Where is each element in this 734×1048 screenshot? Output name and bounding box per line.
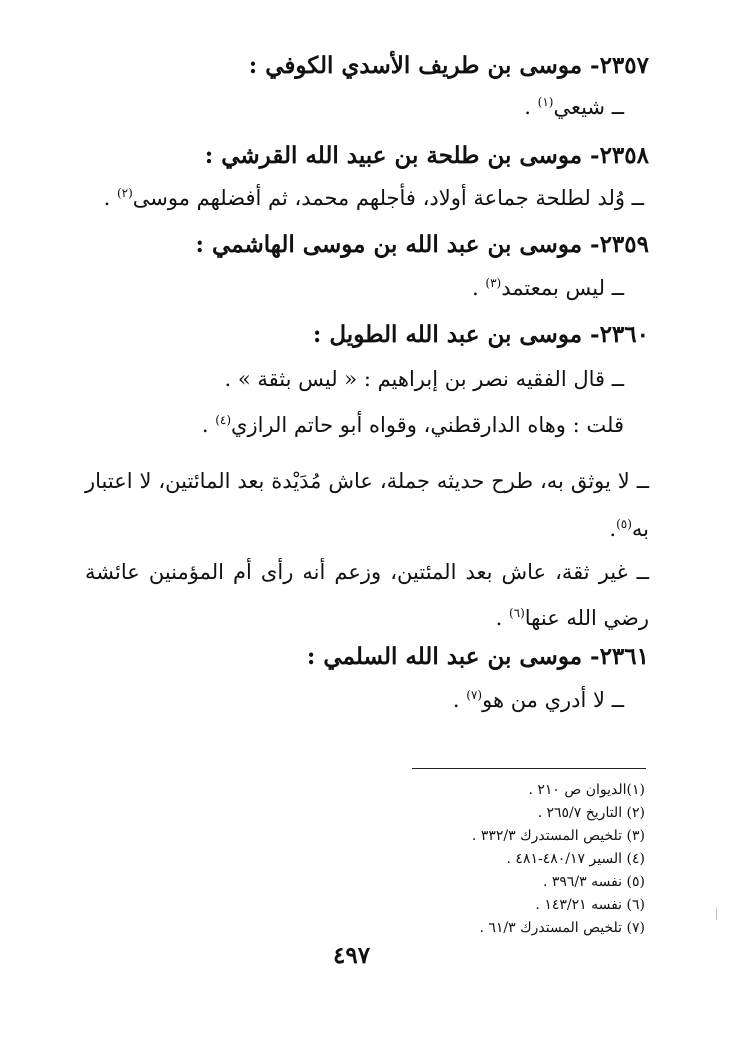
footnote-1: (١)الديوان ص ٢١٠ . xyxy=(528,782,645,798)
entry-2360-line-2: قلت : وهاه الدارقطني، وقواه أبو حاتم الرازي$^{(٤)}$ . xyxy=(201,413,624,437)
footnote-2: (٢) التاريخ ٢٦٥/٧ . xyxy=(537,805,645,821)
entry-2360-line-4: ــ غير ثقة، عاش بعد المئتين، وزعم أنه رأى أم المؤمنين عائشة رضي الله عنها$^{(٦)}$ . xyxy=(85,560,649,630)
entry-heading-2360: ٢٣٦٠- موسى بن عبد الله الطويل : xyxy=(312,321,649,348)
footnote-3: (٣) تلخيص المستدرك ٣٣٢/٣ . xyxy=(471,828,645,844)
entry-2358-line-1: ــ وُلد لطلحة جماعة أولاد، فأجلهم محمد، ثم أفضلهم موسى$^{(٢)}$ . xyxy=(103,186,644,210)
footnote-6: (٦) نفسه ١٤٣/٢١ . xyxy=(535,897,645,913)
footnote-5: (٥) نفسه ٣٩٦/٣ . xyxy=(542,874,645,890)
entry-2361-line-1: ــ لا أدري من هو$^{(٧)}$ . xyxy=(452,688,624,712)
entry-2360-line-3: ــ لا يوثق به، طرح حديثه جملة، عاش مُدَيْدة بعد المائتين، لا اعتبار به$^{(٥)}$. xyxy=(85,469,649,541)
footnote-7: (٧) تلخيص المستدرك ٦١/٣ . xyxy=(479,920,645,936)
scan-mark xyxy=(716,908,717,920)
entry-heading-2358: ٢٣٥٨- موسى بن طلحة بن عبيد الله القرشي : xyxy=(204,142,649,169)
entry-2359-line-1: ــ ليس بمعتمد$^{(٣)}$ . xyxy=(472,276,624,300)
entry-2360-line-1: ــ قال الفقيه نصر بن إبراهيم : « ليس بثقة » . xyxy=(224,367,624,391)
entry-heading-2359: ٢٣٥٩- موسى بن عبد الله بن موسى الهاشمي : xyxy=(195,231,649,258)
entry-2357-line-1: ــ شيعي$^{(١)}$ . xyxy=(524,95,624,119)
entry-heading-2357: ٢٣٥٧- موسى بن طريف الأسدي الكوفي : xyxy=(248,52,649,79)
page-number: ٤٩٧ xyxy=(333,942,371,969)
entry-heading-2361: ٢٣٦١- موسى بن عبد الله السلمي : xyxy=(306,643,649,670)
footnote-separator xyxy=(412,768,646,769)
footnote-4: (٤) السير ٤٨٠/١٧-٤٨١ . xyxy=(506,851,645,867)
